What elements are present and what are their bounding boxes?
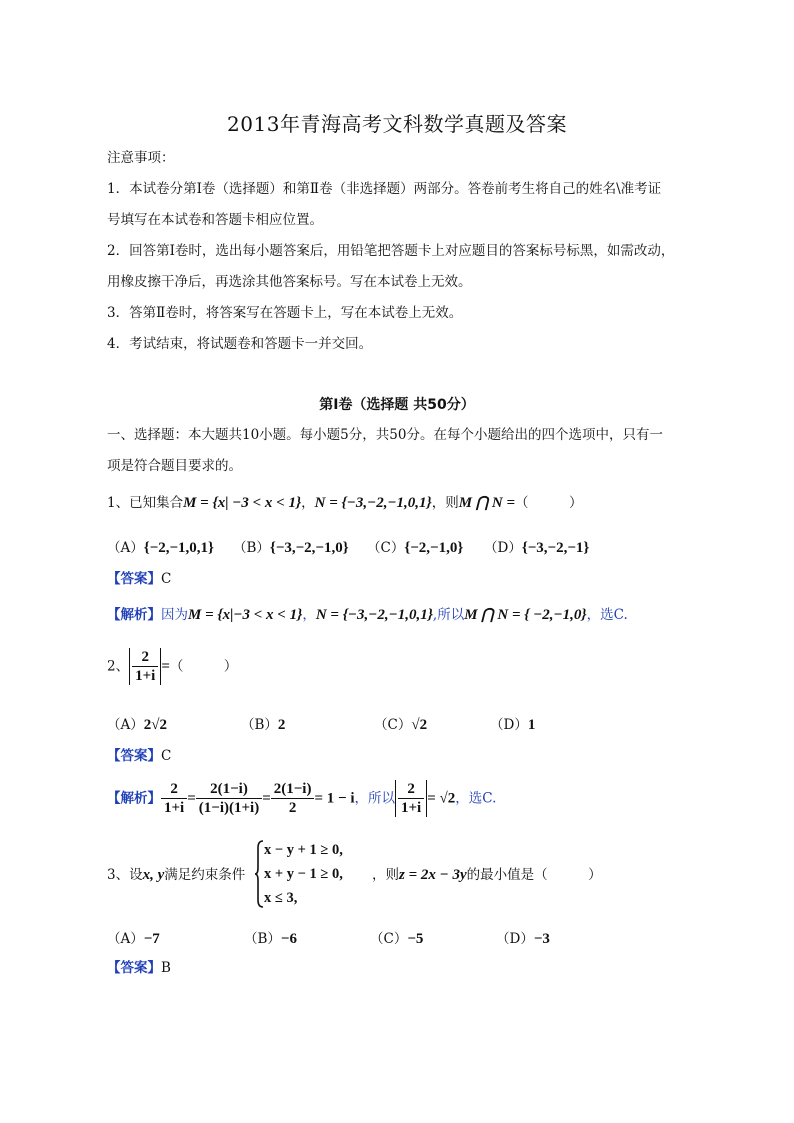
q1-expr: M ⋂ N = [458, 495, 516, 511]
q1-analysis: 【解析】因为M = {x|−3 < x < 1}，N = {−3,−2,−1,0,1},所以M ⋂ N = { −2,−1,0}，选C. [107, 607, 628, 623]
q3-option-b: （B）−6 [244, 931, 297, 947]
q3-option-d: （D）−3 [496, 931, 550, 947]
q3-option-c: （C）−5 [370, 931, 424, 947]
question-3: 3、设x, y满足约束条件 [107, 867, 246, 883]
q1-answer [107, 571, 171, 587]
notice-heading: 注意事项： [107, 150, 175, 166]
q2-option-b: （B）2 [241, 717, 286, 733]
notice-line: 1．本试卷分第Ⅰ卷（选择题）和第Ⅱ卷（非选择题）两部分。答卷前考生将自己的姓名\准考证 [107, 181, 662, 197]
q1-option-a: （A）{−2,−1,0,1} [107, 540, 214, 556]
answer-tag: 【答案】 [107, 571, 161, 587]
brace-icon [254, 840, 264, 908]
q3-constraint-1: x − y + 1 ≥ 0, [264, 842, 343, 858]
q2-answer: 【答案】C [107, 748, 172, 764]
notice-line: 用橡皮擦干净后，再选涂其他答案标号。写在本试卷上无效。 [107, 274, 472, 290]
q1-option-c: （C）{−2,−1,0} [367, 540, 464, 556]
answer-value: C [161, 571, 172, 587]
page-title: 2013年青海高考文科数学真题及答案 [227, 112, 567, 136]
notice-line: 4．考试结束，将试题卷和答题卡一并交回。 [107, 336, 373, 352]
question-1 [107, 494, 583, 512]
q3-constraint-2: x + y − 1 ≥ 0, [264, 866, 343, 882]
section-title: 第Ⅰ卷（选择题 共50分） [319, 397, 475, 413]
intro-line: 一、选择题：本大题共10小题。每小题5分，共50分。在每个小题给出的四个选项中，只有一 [107, 427, 663, 443]
q2-analysis: 【解析】 $\frac{2}{1+i}$ = $\frac{2(1-i)}{(1-i)(1+i)}$ = $\frac{2(1-i)}{2}$ = 1 − i，所以 $\frac{2}{1+i}$ = √2，选C. [107, 781, 497, 816]
q3-constraint-3: x ≤ 3, [264, 890, 298, 906]
q2-option-c: （C）√2 [374, 717, 428, 733]
analysis-tag: 【解析】 [107, 607, 161, 623]
q1-option-d: （D）{−3,−2,−1} [484, 540, 590, 556]
q1-then: ，则 [431, 495, 459, 511]
notice-line: 3．答第Ⅱ卷时，将答案写在答题卡上，写在本试卷上无效。 [107, 305, 463, 321]
intro-line: 项是符合题目要求的。 [107, 458, 242, 474]
q1-option-b: （B）{−3,−2,−1,0} [233, 540, 349, 556]
q3-answer: 【答案】B [107, 960, 171, 976]
q1-prefix: 1、已知集合 [107, 495, 184, 511]
q1-set-n: N = {−3,−2,−1,0,1} [314, 495, 432, 511]
q3-option-a: （A）−7 [107, 931, 160, 947]
q2-option-d: （D）1 [490, 717, 536, 733]
q1-sep: ， [301, 495, 315, 511]
q1-blank: （ ） [515, 495, 583, 511]
q2-option-a: （A）2√2 [107, 717, 167, 733]
notice-line: 2．回答第Ⅰ卷时，选出每小题答案后，用铅笔把答题卡上对应题目的答案标号标黑，如需改动， [107, 243, 675, 259]
question-2: 2、 $\frac{2}{1+i}$ =（ ） [107, 649, 238, 684]
question-3-tail: ，则z = 2x − 3y的最小值是（ ） [372, 867, 602, 883]
notice-line: 号填写在本试卷和答题卡相应位置。 [107, 212, 323, 228]
q1-set-m: M = {x| −3 < x < 1} [183, 495, 302, 511]
